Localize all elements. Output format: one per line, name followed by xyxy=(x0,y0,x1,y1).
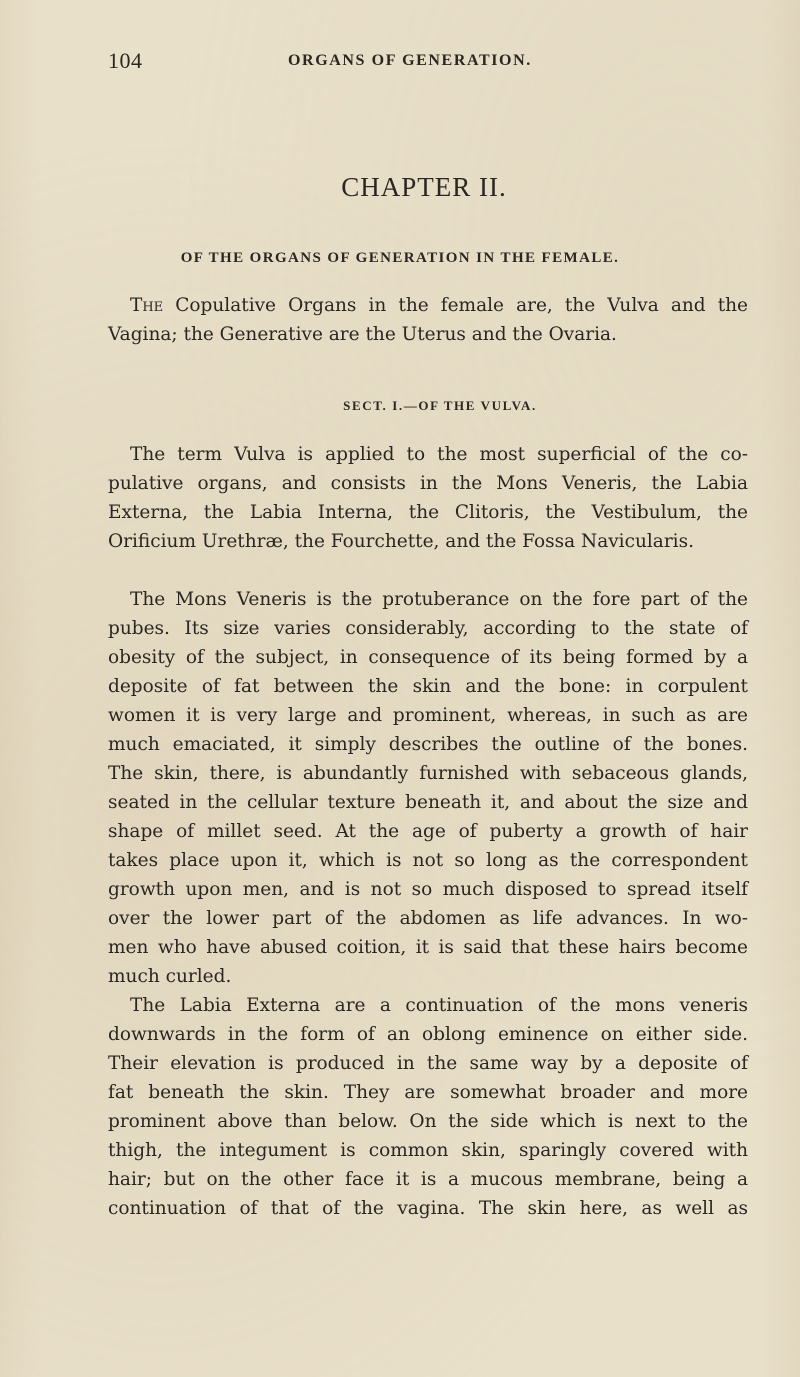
paragraph-line: The skin, there, is abundantly furnished with sebaceous glands, xyxy=(108,763,748,784)
paragraph-line: Externa, the Labia Interna, the Clitoris, the Vestibulum, the xyxy=(108,502,748,523)
paragraph-line: thigh, the integument is common skin, sparingly covered with xyxy=(108,1140,748,1161)
intro-line-text: Copulative Organs in the female are, the Vulva and the xyxy=(163,295,748,316)
page-number: 104 xyxy=(108,48,143,73)
paragraph-line: shape of millet seed. At the age of puberty a growth of hair xyxy=(108,821,748,842)
paragraph-line: continuation of that of the vagina. The skin here, as well as xyxy=(108,1198,748,1219)
intro-line: Vagina; the Generative are the Uterus and the Ovaria. xyxy=(108,324,617,345)
paragraph-line: The Mons Veneris is the protuberance on the fore part of the xyxy=(130,589,748,610)
paragraph-line: women it is very large and prominent, whereas, in such as are xyxy=(108,705,748,726)
intro-lead-word: The xyxy=(130,295,164,316)
paragraph-line: fat beneath the skin. They are somewhat broader and more xyxy=(108,1082,748,1103)
paragraph-line: over the lower part of the abdomen as life advances. In wo- xyxy=(108,908,748,929)
paragraph-vulva-definition xyxy=(108,440,748,556)
chapter-title: CHAPTER II. xyxy=(341,172,507,202)
intro-line xyxy=(108,291,748,320)
paragraph-line: growth upon men, and is not so much disposed to spread itself xyxy=(108,879,748,900)
paragraph-line: much emaciated, it simply describes the outline of the bones. xyxy=(108,734,748,755)
paragraph-line: men who have abused coition, it is said that these hairs become xyxy=(108,937,748,958)
intro-paragraph xyxy=(108,291,748,349)
paragraph-mons-veneris xyxy=(108,585,748,991)
paragraph-line: obesity of the subject, in consequence of its being formed by a xyxy=(108,647,748,668)
paragraph-line: pubes. Its size varies considerably, according to the state of xyxy=(108,618,748,639)
paragraph-line: Orificium Urethræ, the Fourchette, and the Fossa Navicularis. xyxy=(108,531,694,552)
chapter-subtitle: OF THE ORGANS OF GENERATION IN THE FEMALE. xyxy=(180,250,620,266)
paragraph-line: The Labia Externa are a continuation of the mons veneris xyxy=(130,995,748,1016)
paragraph-line: takes place upon it, which is not so long as the correspondent xyxy=(108,850,748,871)
paragraph-labia-externa xyxy=(108,991,748,1223)
paragraph-line: prominent above than below. On the side which is next to the xyxy=(108,1111,748,1132)
paragraph-line: Their elevation is produced in the same way by a deposite of xyxy=(108,1053,748,1074)
running-head xyxy=(108,48,748,74)
paragraph-line: downwards in the form of an oblong eminence on either side. xyxy=(108,1024,748,1045)
paragraph-line: much curled. xyxy=(108,966,232,987)
paragraph-line: The term Vulva is applied to the most superficial of the co- xyxy=(130,444,748,465)
running-title: ORGANS OF GENERATION. xyxy=(288,52,532,69)
paragraph-line: hair; but on the other face it is a mucous membrane, being a xyxy=(108,1169,748,1190)
section-heading: SECT. I.—OF THE VULVA. xyxy=(343,398,537,413)
paragraph-line: pulative organs, and consists in the Mons Veneris, the Labia xyxy=(108,473,748,494)
paragraph-line: seated in the cellular texture beneath it, and about the size and xyxy=(108,792,748,813)
paragraph-line: deposite of fat between the skin and the bone: in corpulent xyxy=(108,676,748,697)
